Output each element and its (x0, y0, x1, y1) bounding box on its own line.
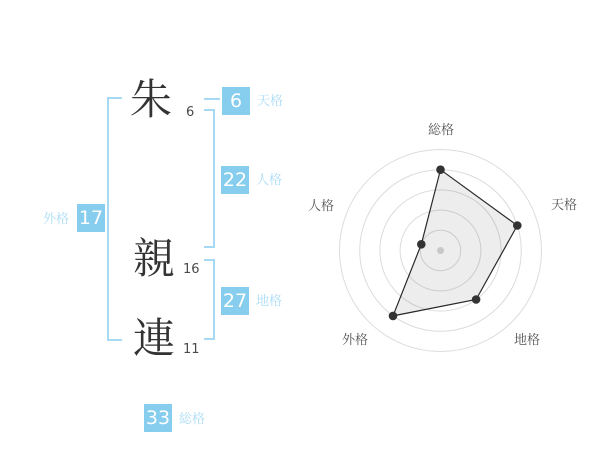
chikaku-bracket (204, 260, 214, 339)
chikaku-badge (221, 287, 249, 315)
jinkaku-bracket (204, 110, 214, 247)
radar-data-point (389, 312, 398, 321)
gaikaku-badge (77, 204, 105, 232)
kanji-char-2: 親 (133, 234, 176, 283)
radar-data-point (472, 295, 481, 304)
radar-axis-label-soukaku: 総格 (427, 123, 454, 138)
radar-axis-label-tenkaku: 天格 (550, 198, 577, 213)
kanji-char-3: 連 (133, 314, 176, 363)
chikaku-value: 27 (222, 290, 248, 312)
kanji-char-1: 朱 (130, 75, 173, 124)
soukaku-badge (144, 404, 172, 432)
tenkaku-label: 天格 (257, 94, 284, 109)
stroke-count-2: 16 (183, 262, 200, 277)
jinkaku-value: 22 (222, 169, 248, 191)
gaikaku-value: 17 (78, 207, 104, 229)
gaikaku-bracket (108, 98, 122, 340)
radar-data-point (417, 240, 426, 249)
soukaku-value: 33 (145, 407, 171, 429)
gaikaku-label: 外格 (42, 212, 69, 227)
tenkaku-badge (222, 87, 250, 115)
chikaku-label: 地格 (256, 294, 283, 309)
radar-chart (329, 139, 552, 362)
radar-axis-label-gaikaku: 外格 (341, 333, 368, 348)
radar-data-polygon (393, 170, 517, 316)
radar-data-point (436, 165, 445, 174)
stroke-count-1: 6 (186, 105, 195, 120)
soukaku-label: 総格 (179, 412, 206, 427)
radar-data-point (513, 221, 522, 230)
jinkaku-badge (221, 166, 249, 194)
tenkaku-value: 6 (229, 90, 243, 112)
radar-axis-label-jinkaku: 人格 (307, 199, 334, 214)
radar-center-dot (437, 247, 444, 254)
radar-axis-label-chikaku: 地格 (513, 333, 540, 348)
stroke-count-3: 11 (183, 342, 200, 357)
jinkaku-label: 人格 (256, 173, 283, 188)
